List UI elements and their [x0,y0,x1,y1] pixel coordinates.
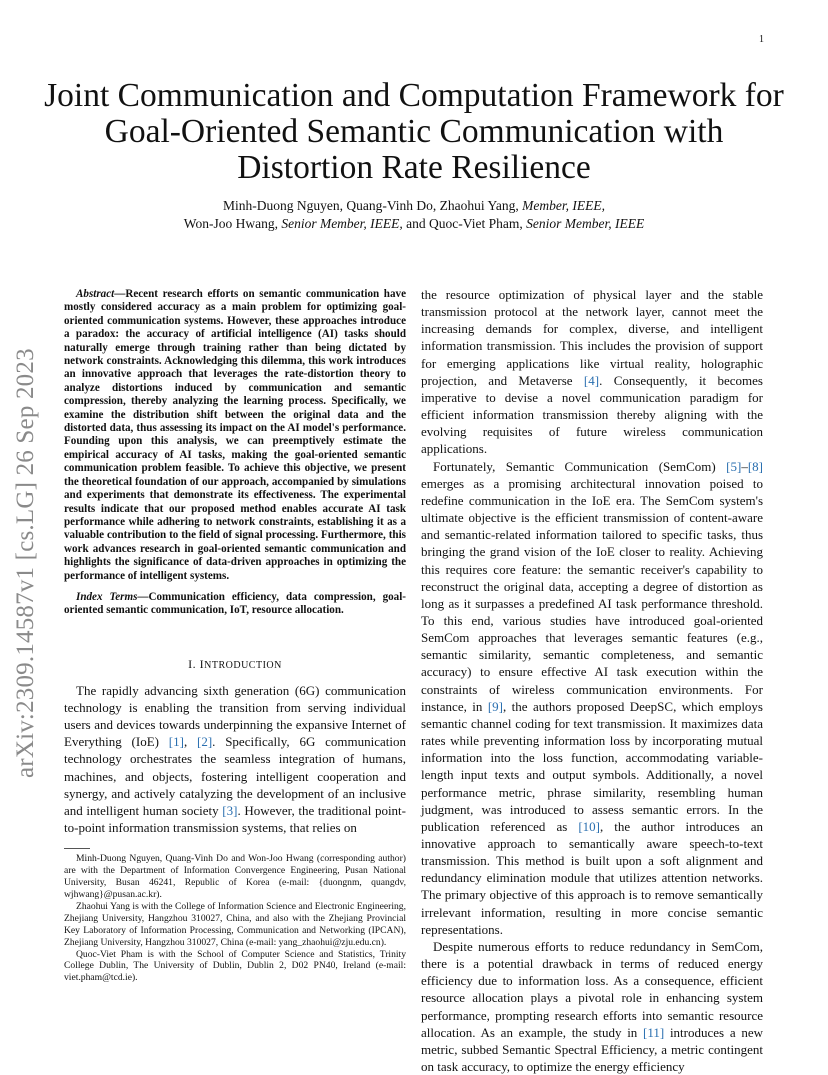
footnote-affiliation-pnu: Minh-Duong Nguyen, Quang-Vinh Do and Won-Joo Hwang (corresponding author) are with the Department of Information Convergence Engineering, Pusan National University, Busan 46241, Republic of Korea (e-mail: {duongnm, quangdv, wjhwang}@pusan.ac.kr). [64,853,406,900]
footnote-affiliation-zju: Zhaohui Yang is with the College of Information Science and Electronic Engineering, Zhejiang University, Hangzhou 310027, China, and also with the Zhejiang Provincial Key Laboratory of Information Processing, Communication and Networking (IPCAN), Zhejiang University, Hangzhou 310027, China (e-mail: yang_zhaohui@zju.edu.cn). [64,900,406,948]
body-paragraph-continued [421,286,763,458]
body-text: emerges as a promising architectural innovation poised to redefine communication in the IoE era. The SemCom system's ultimate objective is the efficient transmission of content-aware and semantic-related information tailored to specific tasks, thus bringing the grand vision of the IoE closer to reality. Achieving this requires core feature: the semantic receiver's capability to reconstruct the original data, accepting a degree of distortion as long as it surpasses a predefined AI task performance threshold. To this end, various studies have introduced goal-oriented SemCom approaches that leverages semantic features (e.g., semantic similarity, semantic completeness, and semantic accuracy) to ensure effective AI task execution within the constraints of wireless communication environments. For instance, in [421,475,763,714]
page-number: 1 [759,34,764,45]
section-title-rest: NTRODUCTION [204,659,282,671]
author-name-pham: and Quoc-Viet Pham, [406,216,523,231]
footnote-divider [64,848,90,849]
intro-paragraph [64,682,406,836]
arxiv-identifier-stamp: arXiv:2309.14587v1 [cs.LG] 26 Sep 2023 [12,348,39,778]
body-paragraph-semcom [421,458,763,938]
body-text: – [741,458,748,474]
section-heading-introduction [64,656,406,674]
footnote-affiliation-tcd: Quoc-Viet Pham is with the School of Computer Science and Statistics, Trinity College Dublin, The University of Dublin, Dublin 2, D02 PN40, Ireland (e-mail: viet.pham@tcd.ie). [64,948,406,984]
intro-text-c: . Specifically, 6G communication technology orchestrates the seamless integration of humans, machines, and objects, fostering intelligent cooperation and synergy, and actively catalyzing the development of an inclusive and intelligent human society [64,734,407,818]
abstract [64,288,406,583]
author-role-hwang: Senior Member, IEEE, [281,216,403,231]
section-first-letter: I [199,656,205,671]
intro-text-a: The rapidly advancing sixth generation (6G) communication technology is enabling the transition from serving individual users and devices towards underpinning the expansive Internet of Everything (IoE) [64,682,406,750]
citation-link[interactable]: [2] [196,734,213,750]
author-role-1: Member, IEEE, [522,198,606,213]
citation-link[interactable]: [8] [747,458,763,474]
body-text: . Consequently, it becomes imperative to devise a novel communication paradigm for efficient information transmission thereby aligning with the evolving requisites of future wireless communication applications. [421,372,763,457]
intro-text-b: , [183,734,197,750]
body-text: the resource optimization of physical layer and the stable transmission protocol at the network layer, cannot meet the increasing demands for complex, diverse, and intelligent information transmission. This includes the provision of support for emerging applications like virtual reality, holographic projection, and Metaverse [421,287,763,388]
abstract-lead: Abstract [76,288,115,300]
body-text: , the author introduces an innovative approach to semantically aware speech-to-text transmission. This method is built upon a soft alignment and redundancy elimination module that utilizes attention networks. The primary objective of this approach is to remove semantically irrelevant information, resulting in more concise semantic representations. [421,818,763,937]
citation-link[interactable]: [9] [487,698,503,714]
author-name-hwang: Won-Joo Hwang, [183,216,278,231]
citation-link[interactable]: [1] [168,734,184,750]
index-terms-body: —Communication efficiency, data compression, goal-oriented semantic communication, IoT, resource allocation. [64,590,406,617]
right-column [421,286,763,1075]
citation-link[interactable]: [3] [222,802,238,818]
body-paragraph-resource [421,938,763,1075]
author-names-1: Minh-Duong Nguyen, Quang-Vinh Do, Zhaohui Yang, [222,198,519,213]
paper-title: Joint Communication and Computation Framework for Goal-Oriented Semantic Communication with Distortion Rate Resilience [44,77,784,186]
author-line-1 [40,197,788,215]
body-text: Fortunately, Semantic Communication (SemCom) [433,458,727,474]
citation-link[interactable]: [10] [578,818,600,834]
abstract-body: —Recent research efforts on semantic communication have mostly considered accuracy as a main problem for optimizing goal-oriented communication systems. However, these approaches introduce a paradox: the accuracy of artificial intelligence (AI) tasks should naturally emerge through training rather than being dictated by network constraints. Acknowledging this dilemma, this work introduces an innovative approach that leverages the rate-distortion theory to analyze distortions induced by communication and semantic compression, thereby analyzing the learning process. Specifically, we examine the distribution shift between the original data and the distorted data, thus assessing its impact on the AI model's performance. Founding upon this analysis, we can preemptively estimate the empirical accuracy of AI tasks, making the goal-oriented semantic communication problem feasible. To achieve this objective, we present the theoretical foundation of our approach, accompanied by simulations and experiments that demonstrate its effectiveness. The experimental results indicate that our proposed method enables accurate AI task performance while adhering to network constraints, establishing it as a valuable contribution to the field of signal processing. Furthermore, this work advances research in goal-oriented semantic communication and highlights the significance of data-driven approaches in optimizing the performance of intelligent systems. [64,288,406,582]
author-line-2 [40,215,788,233]
section-numeral: I. [188,656,200,671]
body-text: introduces a new metric, subbed Semantic Spectral Efficiency, a metric contingent on task accuracy, to optimize the energy efficiency [421,1024,763,1075]
citation-link[interactable]: [4] [583,372,600,388]
left-column [64,288,406,984]
author-list [40,197,788,233]
author-role-pham: Senior Member, IEEE [526,216,645,231]
body-text: Despite numerous efforts to reduce redundancy in SemCom, there is a potential drawback in terms of reduced energy efficiency due to information loss. As a consequence, efficient resource allocation plays a pivotal role in enhancing system performance, prompting research efforts into semantic resource allocation. As an example, the study in [421,938,763,1040]
intro-text-d: . However, the traditional point-to-point information transmission systems, that relies on [64,802,406,836]
citation-link[interactable]: [11] [643,1024,665,1040]
index-terms-lead: Index Terms [76,590,138,603]
body-text: , the authors proposed DeepSC, which employs semantic channel coding for text transmission. It maximizes data rates while preventing information loss by incorporating mutual information into the loss function, accommodating variable-length input texts and output symbols. Additionally, a novel performance metric, phrase similarity, resembling human judgment, was introduced to assess semantic errors. In the publication referenced as [421,698,763,834]
citation-link[interactable]: [5] [726,458,742,474]
index-terms [64,591,406,618]
